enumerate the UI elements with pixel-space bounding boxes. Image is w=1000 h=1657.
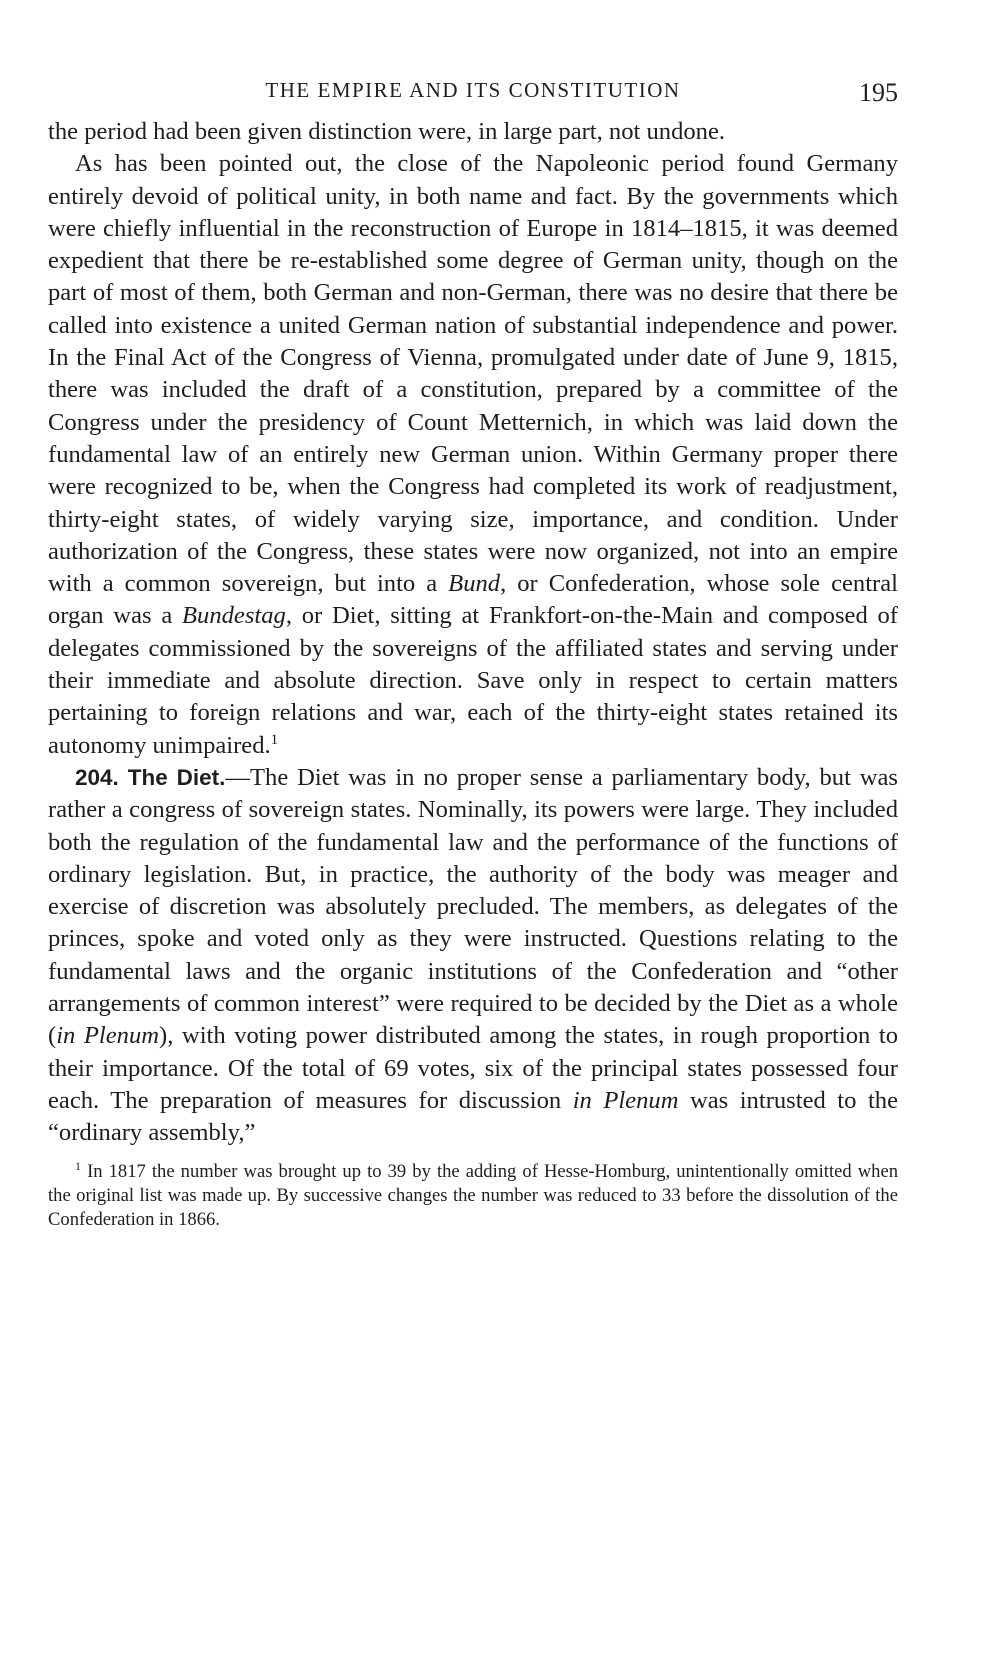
- section-title: 204. The Diet.: [75, 764, 226, 790]
- term-bund: Bund: [448, 570, 501, 598]
- running-title: THE EMPIRE AND ITS CONSTITUTION: [265, 78, 681, 102]
- page-number: 195: [859, 78, 898, 107]
- paragraph-text: was intrusted to the “ordinary assembly,”: [48, 1086, 898, 1147]
- paragraph-text: the period had been given distinction were, in large part, not undone.: [48, 118, 726, 145]
- paragraph-text: , or Diet, sitting at Frankfort-on-the-Main and composed of delegates commissioned by the sovereigns of the affiliated states and serving under their immediate and absolute direction. Save only in respect to certain matters pertaining to foreign relations and war, each of the thirty-eight states retained its autonomy unimpaired.: [48, 602, 898, 759]
- footnote-reference[interactable]: 1: [270, 731, 279, 748]
- paragraph-text: ), with voting power distributed among the states, in rough proportion to their importance. Of the total of 69 votes, six of the principal states possessed four each. The preparation of measures for discussion: [48, 1022, 898, 1114]
- paragraph-text: —The Diet was in no proper sense a parliamentary body, but was rather a congress of sovereign states. Nominally, its powers were large. They included both the regulation of the fundamental law and the performance of the functions of ordinary legislation. But, in practice, the authority of the body was meager and exercise of discretion was absolutely precluded. The members, as delegates of the princes, spoke and voted only as they were instructed. Questions relating to the fundamental laws and the organic institutions of the Confederation and “other arrangements of common interest” were required to be decided by the Diet as a whole (: [48, 763, 899, 1050]
- footnotes: [48, 1160, 898, 1232]
- footnote-1: [48, 1160, 898, 1232]
- paragraph-text: As has been pointed out, the close of the Napoleonic period found Germany entirely devoid of political unity, in both name and fact. By the governments which were chiefly influential in the reconstruction of Europe in 1814–1815, it was deemed expedient that there be re-established some degree of German unity, though on the part of most of them, both German and non-German, there was no desire that there be called into existence a united German nation of substantial independence and power. In the Final Act of the Congress of Vienna, promulgated under date of June 9, 1815, there was included the draft of a constitution, prepared by a committee of the Congress under the presidency of Count Metternich, in which was laid down the fundamental law of an entirely new German union. Within Germany proper there were recognized to be, when the Congress had completed its work of readjustment, thirty-eight states, of widely varying size, importance, and condition. Under authorization of the Congress, these states were now organized, not into an empire with a common sovereign, but into a: [48, 150, 898, 598]
- body-text: [48, 116, 898, 1150]
- paragraph-text: , or Confederation, whose sole central organ was a: [48, 570, 898, 630]
- book-page: [48, 70, 898, 1232]
- paragraph-continued: [48, 116, 898, 148]
- footnote-text: In 1817 the number was brought up to 39 by the adding of Hesse-Homburg, unintentionally omitted when the original list was made up. By successive changes the number was reduced to 33 before the dissolution of the Confederation in 1866.: [48, 1160, 899, 1230]
- paragraph-congress-of-vienna: [48, 148, 898, 762]
- term-in-plenum: in Plenum: [56, 1022, 160, 1050]
- term-bundestag: Bundestag: [182, 602, 286, 630]
- footnote-mark: 1: [75, 1158, 81, 1173]
- term-in-plenum: in Plenum: [572, 1086, 679, 1114]
- running-head: [48, 70, 898, 116]
- paragraph-the-diet: [48, 762, 898, 1150]
